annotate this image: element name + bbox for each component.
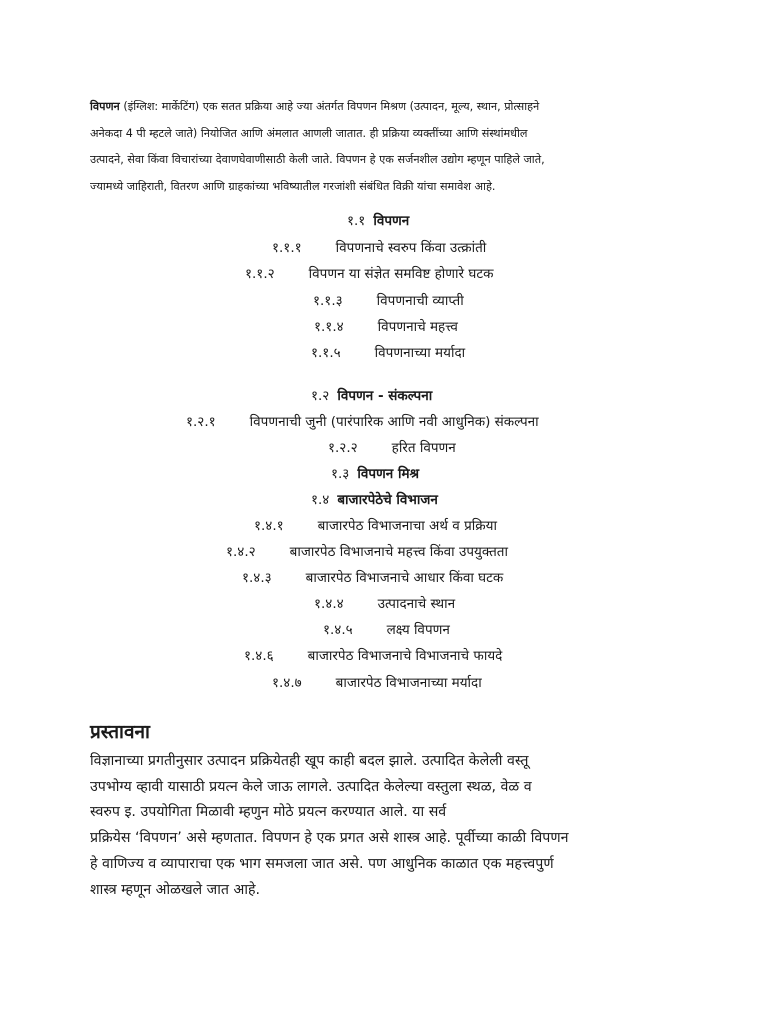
toc-number: १.१.४ <box>314 319 344 335</box>
toc-title: लक्ष्य विपणन <box>386 622 450 638</box>
toc-title: विपणन <box>373 213 410 229</box>
body-line: शास्त्र म्हणून ओळखले जात आहे. <box>90 881 261 898</box>
toc-item <box>272 238 486 258</box>
toc-title: बाजारपेठ विभाजनाचे विभाजनाचे फायदे <box>307 648 503 664</box>
toc-item <box>311 490 438 510</box>
toc-item <box>311 386 432 406</box>
toc-title: हरित विपणन <box>391 440 456 456</box>
toc-item <box>254 516 497 536</box>
toc-title: विपणनाचे स्वरुप किंवा उत्क्रांती <box>335 240 487 256</box>
toc-number: १.४.६ <box>244 648 274 664</box>
toc-item <box>314 317 458 337</box>
toc-item <box>245 264 494 284</box>
toc-item <box>347 211 409 231</box>
toc-title: विपणनाची व्याप्ती <box>376 293 464 309</box>
toc-number: १.२.२ <box>328 440 358 456</box>
toc-title: विपणनाच्या मर्यादा <box>374 345 466 361</box>
toc-item <box>314 594 455 614</box>
intro-paragraph <box>90 94 680 200</box>
toc-title: विपणनाची जुनी (पारंपारिक आणि नवी आधुनिक) संकल्पना <box>249 414 539 430</box>
toc-item <box>311 343 465 363</box>
toc-title: बाजारपेठ विभाजनाचा अर्थ व प्रक्रिया <box>317 518 497 534</box>
intro-line-3: उत्पादने, सेवा किंवा विचारांच्या देवाणघेवाणीसाठी केली जाते. विपणन हे एक सर्जनशील उद्योग म्हणून पाहिले जाते, <box>90 153 545 166</box>
toc-title: विपणन - संकल्पना <box>337 388 433 404</box>
toc-number: १.३ <box>331 466 350 482</box>
body-line: प्रक्रियेस ‘विपणन’ असे म्हणतात. विपणन हे एक प्रगत असे शास्त्र आहे. पूर्वीच्या काळी विपणन <box>90 830 569 847</box>
toc-number: १.१.२ <box>245 266 275 282</box>
toc-number: १.४.७ <box>272 675 302 691</box>
toc-item <box>186 412 539 432</box>
intro-term: विपणन <box>90 100 120 113</box>
toc-item <box>323 620 450 640</box>
toc-number: १.४ <box>311 492 330 508</box>
toc-title: बाजारपेठ विभाजनाचे महत्त्व किंवा उपयुक्तता <box>289 544 508 560</box>
body-line: उपभोग्य व्हावी यासाठी प्रयत्न केले जाऊ लागले. उत्पादित केलेल्या वस्तुला स्थळ, वेळ व <box>90 778 532 795</box>
toc-item <box>272 673 482 693</box>
body-line: हे वाणिज्य व व्यापाराचा एक भाग समजला जात असे. पण आधुनिक काळात एक महत्त्वपुर्ण <box>90 855 554 872</box>
toc-item <box>242 568 503 588</box>
toc-item <box>313 291 464 311</box>
toc-item <box>226 542 508 562</box>
toc-number: १.४.२ <box>226 544 256 560</box>
section-body <box>90 749 680 903</box>
body-line: विज्ञानाच्या प्रगतीनुसार उत्पादन प्रक्रियेतही खूप काही बदल झाले. उत्पादित केलेली वस्तू <box>90 753 529 769</box>
toc-title: बाजारपेठ विभाजनाचे आधार किंवा घटक <box>305 570 504 586</box>
toc-title: विपणन मिश्र <box>357 466 420 482</box>
toc-number: १.४.५ <box>323 622 353 638</box>
toc-title: विपणन या संज्ञेत समविष्ट होणारे घटक <box>308 266 494 282</box>
section-heading: प्रस्तावना <box>90 721 150 743</box>
toc-item <box>331 464 419 484</box>
toc-number: १.२.१ <box>186 414 216 430</box>
toc-number: १.१.१ <box>272 240 302 256</box>
toc-number: १.४.४ <box>314 596 344 612</box>
intro-line-4: ज्यामध्ये जाहिराती, वितरण आणि ग्राहकांच्या भविष्यातील गरजांशी संबंधित विक्री यांचा समावेश आहे. <box>90 179 496 193</box>
intro-line-1 <box>90 94 680 121</box>
toc-number: १.१.३ <box>313 293 343 309</box>
toc-title: उत्पादनाचे स्थान <box>377 596 456 612</box>
body-line: स्वरुप इ. उपयोगिता मिळावी म्हणुन मोठे प्रयत्न करण्यात आले. या सर्व <box>90 804 447 821</box>
toc-title: बाजारपेठ विभाजनाच्या मर्यादा <box>335 675 482 691</box>
toc-number: १.२ <box>311 388 330 404</box>
toc-number: १.४.१ <box>254 518 284 534</box>
toc-number: १.४.३ <box>242 570 272 586</box>
toc-title: विपणनाचे महत्त्व <box>377 319 458 335</box>
intro-line-2: अनेकदा 4 पी म्हटले जाते) नियोजित आणि अंमलात आणली जातात. ही प्रक्रिया व्यक्तींच्या आणि संस्थांमधील <box>90 126 528 140</box>
toc-item <box>244 646 502 666</box>
toc-item <box>328 438 456 458</box>
intro-line-1-text: (इंग्लिश: मार्केटिंग) एक सतत प्रक्रिया आहे ज्या अंतर्गत विपणन मिश्रण (उत्पादन, मूल्य, स्थान, प्रोत्साहने <box>119 100 540 113</box>
toc-number: १.१ <box>347 213 366 229</box>
toc-number: १.१.५ <box>311 345 341 361</box>
toc-title: बाजारपेठेचे विभाजन <box>337 492 438 508</box>
